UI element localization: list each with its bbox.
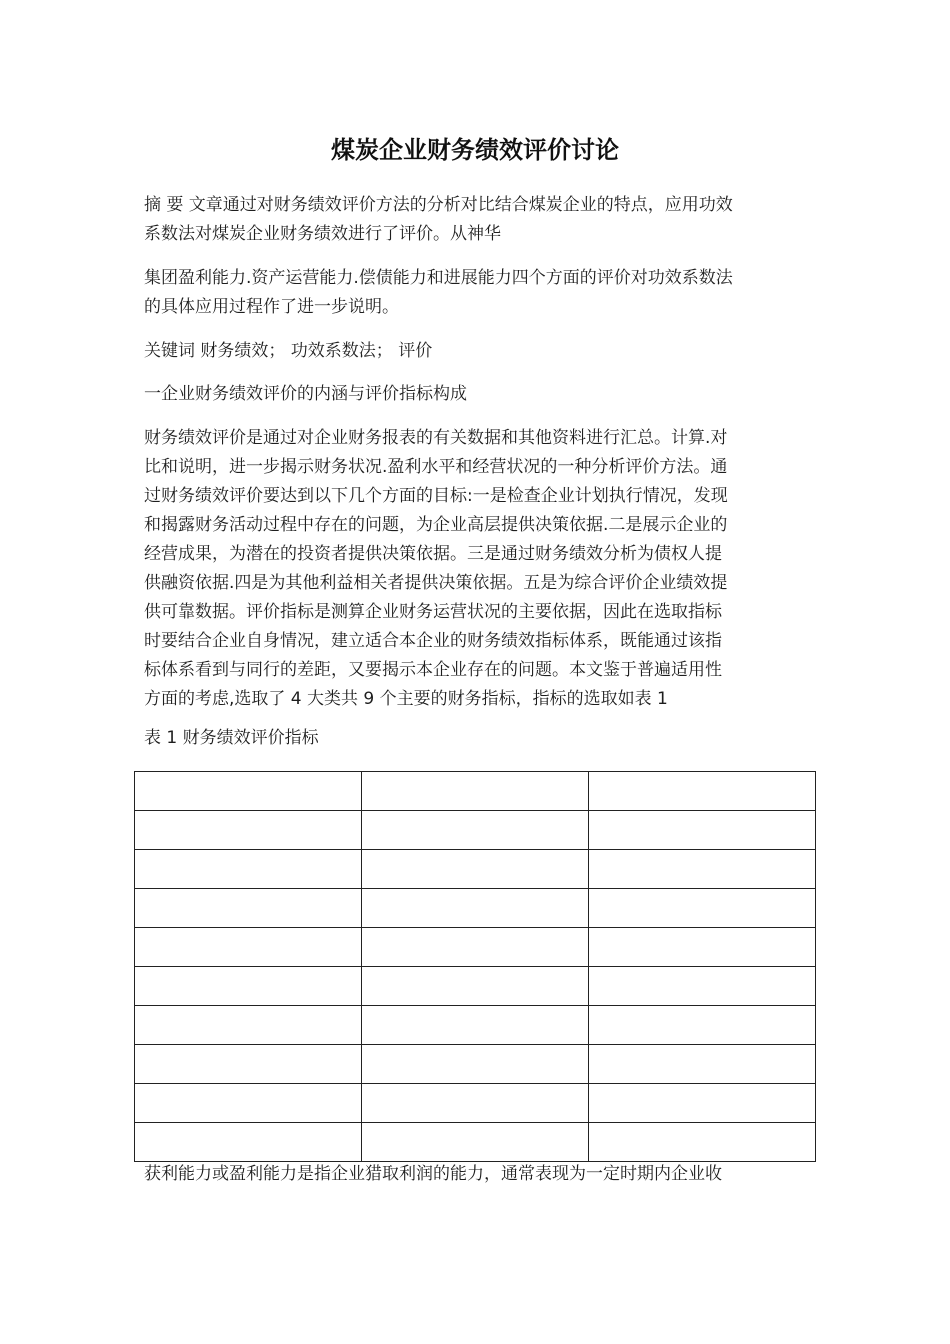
table-cell bbox=[362, 967, 589, 1006]
table-cell bbox=[362, 772, 589, 811]
table-row bbox=[135, 967, 816, 1006]
table-cell bbox=[589, 772, 816, 811]
table-row bbox=[135, 928, 816, 967]
abstract-line: 摘 要 文章通过对财务绩效评价方法的分析对比结合煤炭企业的特点，应用功效 bbox=[144, 195, 733, 215]
table-cell bbox=[589, 1123, 816, 1162]
abstract-line: 系数法对煤炭企业财务绩效进行了评价。从神华 bbox=[144, 224, 501, 244]
table-cell bbox=[589, 1084, 816, 1123]
table-cell bbox=[135, 811, 362, 850]
table-row bbox=[135, 1045, 816, 1084]
table-cell bbox=[135, 928, 362, 967]
abstract-paragraph bbox=[144, 191, 809, 249]
body-line: 比和说明，进一步揭示财务状况.盈利水平和经营状况的一种分析评价方法。通 bbox=[144, 457, 728, 477]
body-line: 时要结合企业自身情况，建立适合本企业的财务绩效指标体系，既能通过该指 bbox=[144, 631, 722, 651]
table-cell bbox=[362, 1006, 589, 1045]
table-cell bbox=[589, 1006, 816, 1045]
body-line: 标体系看到与同行的差距，又要揭示本企业存在的问题。本文鉴于普遍适用性 bbox=[144, 660, 722, 680]
table-cell bbox=[135, 967, 362, 1006]
body-line: 财务绩效评价是通过对企业财务报表的有关数据和其他资料进行汇总。计算.对 bbox=[144, 428, 728, 448]
table-cell bbox=[362, 811, 589, 850]
table-cell bbox=[135, 1123, 362, 1162]
table-cell bbox=[589, 889, 816, 928]
body-line: 方面的考虑,选取了 4 大类共 9 个主要的财务指标，指标的选取如表 1 bbox=[144, 689, 668, 709]
body-line: 供融资依据.四是为其他利益相关者提供决策依据。五是为综合评价企业绩效提 bbox=[144, 573, 728, 593]
table-cell bbox=[362, 1045, 589, 1084]
document-title: 煤炭企业财务绩效评价讨论 bbox=[331, 136, 619, 164]
table-cell bbox=[362, 1084, 589, 1123]
table-cell bbox=[135, 889, 362, 928]
table-cell bbox=[362, 928, 589, 967]
table-cell bbox=[362, 1123, 589, 1162]
table-cell bbox=[135, 1006, 362, 1045]
table-cell bbox=[135, 772, 362, 811]
table-cell bbox=[135, 1084, 362, 1123]
table-cell bbox=[362, 850, 589, 889]
body-line: 供可靠数据。评价指标是测算企业财务运营状况的主要依据，因此在选取指标 bbox=[144, 602, 722, 622]
table-row bbox=[135, 1123, 816, 1162]
table-cell bbox=[589, 1045, 816, 1084]
table-cell bbox=[135, 1045, 362, 1084]
table-row bbox=[135, 772, 816, 811]
table-body bbox=[135, 772, 816, 1162]
body-line: 经营成果，为潜在的投资者提供决策依据。三是通过财务绩效分析为债权人提 bbox=[144, 544, 722, 564]
table-row bbox=[135, 850, 816, 889]
body-paragraph bbox=[144, 424, 809, 714]
table-cell bbox=[589, 967, 816, 1006]
table-row bbox=[135, 811, 816, 850]
table-row bbox=[135, 889, 816, 928]
table-cell bbox=[589, 850, 816, 889]
table-cell bbox=[362, 889, 589, 928]
table-row bbox=[135, 1006, 816, 1045]
table-caption: 表 1 财务绩效评价指标 bbox=[144, 728, 319, 748]
abstract-line: 集团盈利能力.资产运营能力.偿债能力和进展能力四个方面的评价对功效系数法 bbox=[144, 268, 733, 288]
body-line: 和揭露财务活动过程中存在的问题，为企业高层提供决策依据.二是展示企业的 bbox=[144, 515, 728, 535]
after-table-line: 获利能力或盈利能力是指企业猎取利润的能力，通常表现为一定时期内企业收 bbox=[144, 1164, 722, 1184]
financial-metrics-table bbox=[134, 771, 816, 1162]
abstract-continued-paragraph bbox=[144, 264, 809, 322]
keywords-line: 关键词 财务绩效； 功效系数法； 评价 bbox=[144, 341, 433, 361]
table-cell bbox=[135, 850, 362, 889]
table-row bbox=[135, 1084, 816, 1123]
table-cell bbox=[589, 811, 816, 850]
section-heading: 一企业财务绩效评价的内涵与评价指标构成 bbox=[144, 384, 467, 404]
abstract-line: 的具体应用过程作了进一步说明。 bbox=[144, 297, 399, 317]
body-line: 过财务绩效评价要达到以下几个方面的目标:一是检查企业计划执行情况，发现 bbox=[144, 486, 728, 506]
table-cell bbox=[589, 928, 816, 967]
